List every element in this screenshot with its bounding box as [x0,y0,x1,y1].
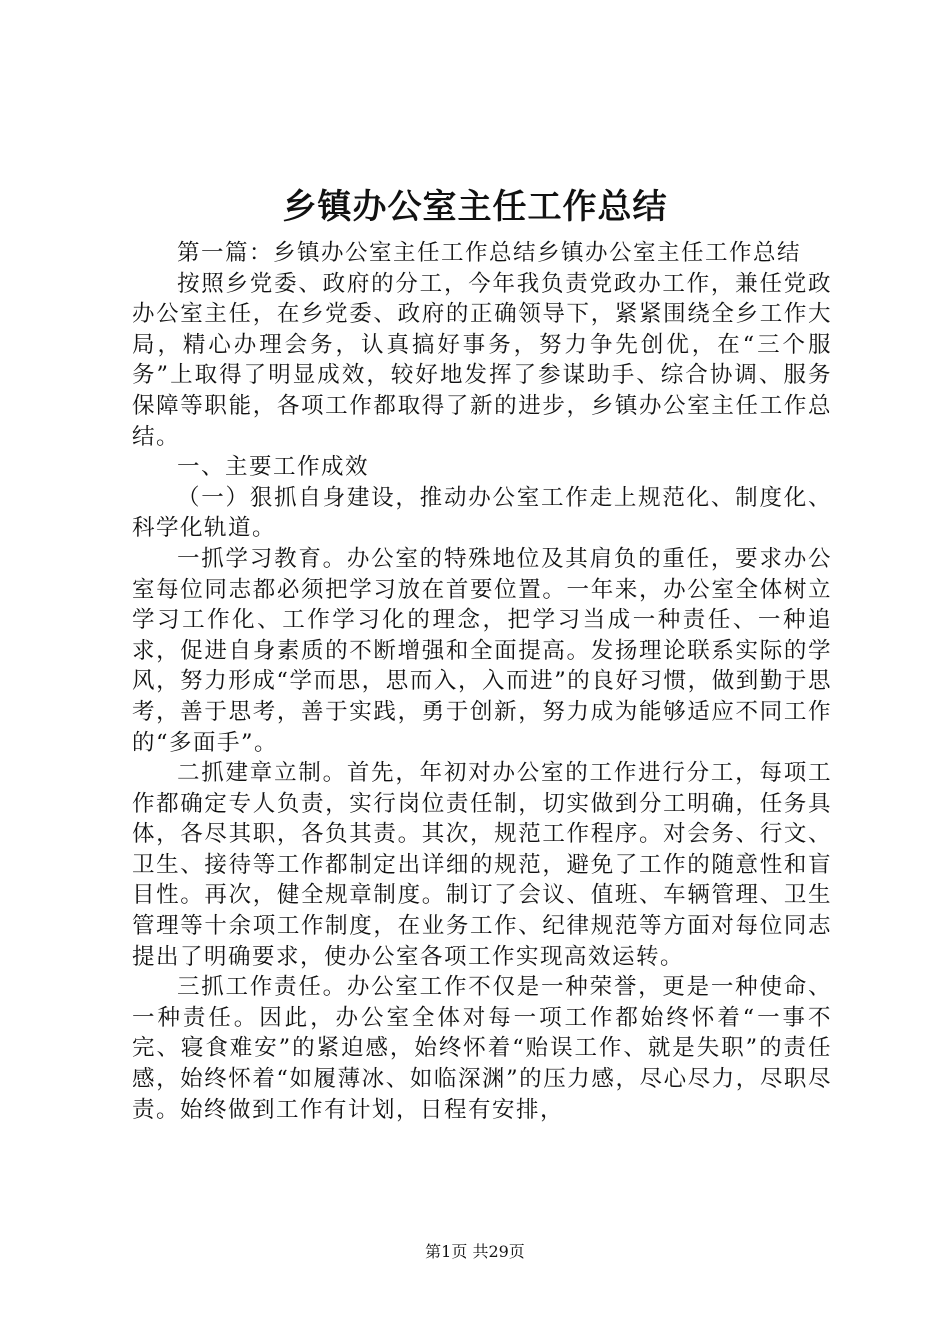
paragraph-intro: 按照乡党委、政府的分工，今年我负责党政办工作，兼任党政办公室主任，在乡党委、政府的正确领导下，紧紧围绕全乡工作大局，精心办理会务，认真搞好事务，努力争先创优，在“三个服务”上取得了明显成效，较好地发挥了参谋助手、综合协调、服务保障等职能，各项工作都取得了新的进步，乡镇办公室主任工作总结。 [132,270,832,450]
subsection-heading: （一）狠抓自身建设，推动办公室工作走上规范化、制度化、科学化轨道。 [132,484,832,542]
document-body [132,238,832,1125]
paragraph-responsibility: 三抓工作责任。办公室工作不仅是一种荣誉，更是一种使命、一种责任。因此，办公室全体对每一项工作都始终怀着“一事不完、寝食难安”的紧迫感，始终怀着“贻误工作、就是失职”的责任感，始终怀着“如履薄冰、如临深渊”的压力感，尽心尽力，尽职尽责。始终做到工作有计划，日程有安排， [132,974,832,1123]
paragraph-rules: 二抓建章立制。首先，年初对办公室的工作进行分工，每项工作都确定专人负责，实行岗位责任制，切实做到分工明确，任务具体，各尽其职，各负其责。其次，规范工作程序。对会务、行文、卫生、接待等工作都制定出详细的规范，避免了工作的随意性和盲目性。再次，健全规章制度。制订了会议、值班、车辆管理、卫生管理等十余项工作制度，在业务工作、纪律规范等方面对每位同志提出了明确要求，使办公室各项工作实现高效运转。 [132,760,832,970]
section-heading: 一、主要工作成效 [177,454,370,481]
paragraph-study: 一抓学习教育。办公室的特殊地位及其肩负的重任，要求办公室每位同志都必须把学习放在首要位置。一年来，办公室全体树立学习工作化、工作学习化的理念，把学习当成一种责任、一种追求，促进自身素质的不断增强和全面提高。发扬理论联系实际的学风，努力形成“学而思，思而入，入而进”的良好习惯，做到勤于思考，善于思考，善于实践，勇于创新，努力成为能够适应不同工作的“多面手”。 [132,545,832,756]
paragraph-heading: 第一篇：乡镇办公室主任工作总结乡镇办公室主任工作总结 [177,240,802,266]
page-footer: 第1页 共29页 [425,1242,525,1261]
document-title: 乡镇办公室主任工作总结 [282,187,668,227]
